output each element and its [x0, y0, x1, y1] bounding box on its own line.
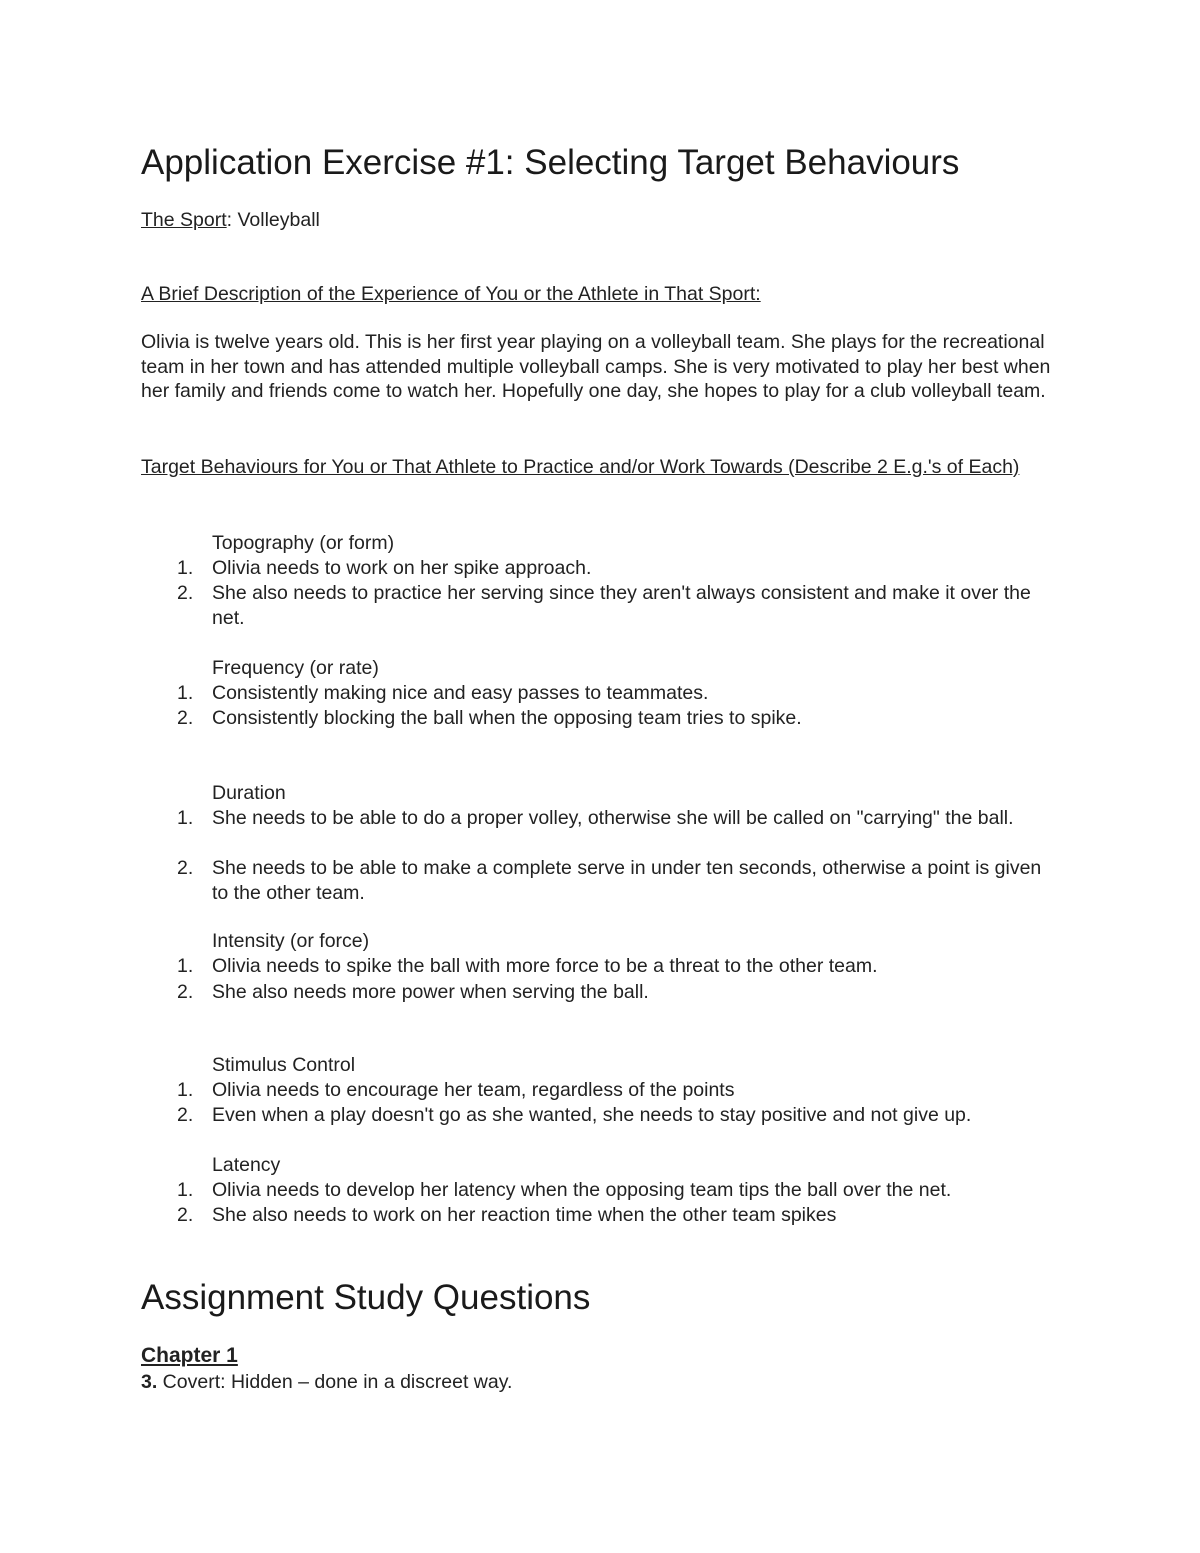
list-text: Olivia needs to encourage her team, regardless of the points: [212, 1079, 735, 1101]
group-label: Frequency (or rate): [212, 657, 379, 679]
list-text: Olivia needs to work on her spike approach.: [212, 557, 592, 579]
page-title: Application Exercise #1: Selecting Target Behaviours: [141, 143, 960, 182]
study-questions-title: Assignment Study Questions: [141, 1278, 591, 1317]
list-text: Olivia needs to spike the ball with more force to be a threat to the other team.: [212, 955, 878, 977]
group-label: Stimulus Control: [212, 1054, 356, 1076]
description-paragraph: Olivia is twelve years old. This is her first year playing on a volleyball team. She plays for the recreational team in her town and has attended multiple volleyball camps. She is very motivated to play her best when her family and friends come to watch her. Hopefully one day, she hopes to play for a club volleyball team.: [141, 331, 1051, 403]
list-text: Consistently making nice and easy passes to teammates.: [212, 682, 709, 704]
sport-label: The Sport: [141, 209, 227, 231]
description-heading: A Brief Description of the Experience of You or the Athlete in That Sport:: [141, 283, 761, 305]
answer-number: 3.: [141, 1371, 158, 1393]
list-number: 1.: [177, 682, 194, 704]
list-text: Consistently blocking the ball when the opposing team tries to spike.: [212, 707, 802, 729]
list-number: 1.: [177, 955, 194, 977]
group-label: Intensity (or force): [212, 930, 370, 952]
list-text: She also needs more power when serving the ball.: [212, 981, 649, 1003]
list-number: 2.: [177, 1104, 194, 1126]
target-behaviours-heading: Target Behaviours for You or That Athlete to Practice and/or Work Towards (Describe 2 E.g.'s of Each): [141, 456, 1020, 478]
list-text: She also needs to practice her serving since they aren't always consistent and make it over the net.: [212, 582, 1031, 629]
list-number: 1.: [177, 1179, 194, 1201]
list-number: 1.: [177, 557, 194, 579]
sport-line: [141, 208, 320, 233]
list-number: 2.: [177, 857, 194, 879]
list-text: Olivia needs to develop her latency when the opposing team tips the ball over the net.: [212, 1179, 952, 1201]
group-label: Duration: [212, 782, 286, 804]
list-number: 1.: [177, 807, 194, 829]
list-number: 1.: [177, 1079, 194, 1101]
list-text: She needs to be able to make a complete serve in under ten seconds, otherwise a point is given to the other team.: [212, 857, 1042, 904]
list-number: 2.: [177, 981, 194, 1003]
list-number: 2.: [177, 707, 194, 729]
chapter-heading: Chapter 1: [141, 1344, 238, 1367]
group-label: Topography (or form): [212, 532, 395, 554]
answer-text: Covert: Hidden – done in a discreet way.: [157, 1371, 513, 1393]
sport-separator: :: [226, 209, 238, 231]
list-number: 2.: [177, 1204, 194, 1226]
answer-line: [141, 1370, 512, 1395]
list-text: She needs to be able to do a proper volley, otherwise she will be called on "carrying" the ball.: [212, 807, 1014, 829]
list-text: She also needs to work on her reaction time when the other team spikes: [212, 1204, 837, 1226]
sport-value: Volleyball: [237, 209, 320, 231]
group-label: Latency: [212, 1154, 281, 1176]
list-text: Even when a play doesn't go as she wanted, she needs to stay positive and not give up.: [212, 1104, 972, 1126]
list-number: 2.: [177, 582, 194, 604]
